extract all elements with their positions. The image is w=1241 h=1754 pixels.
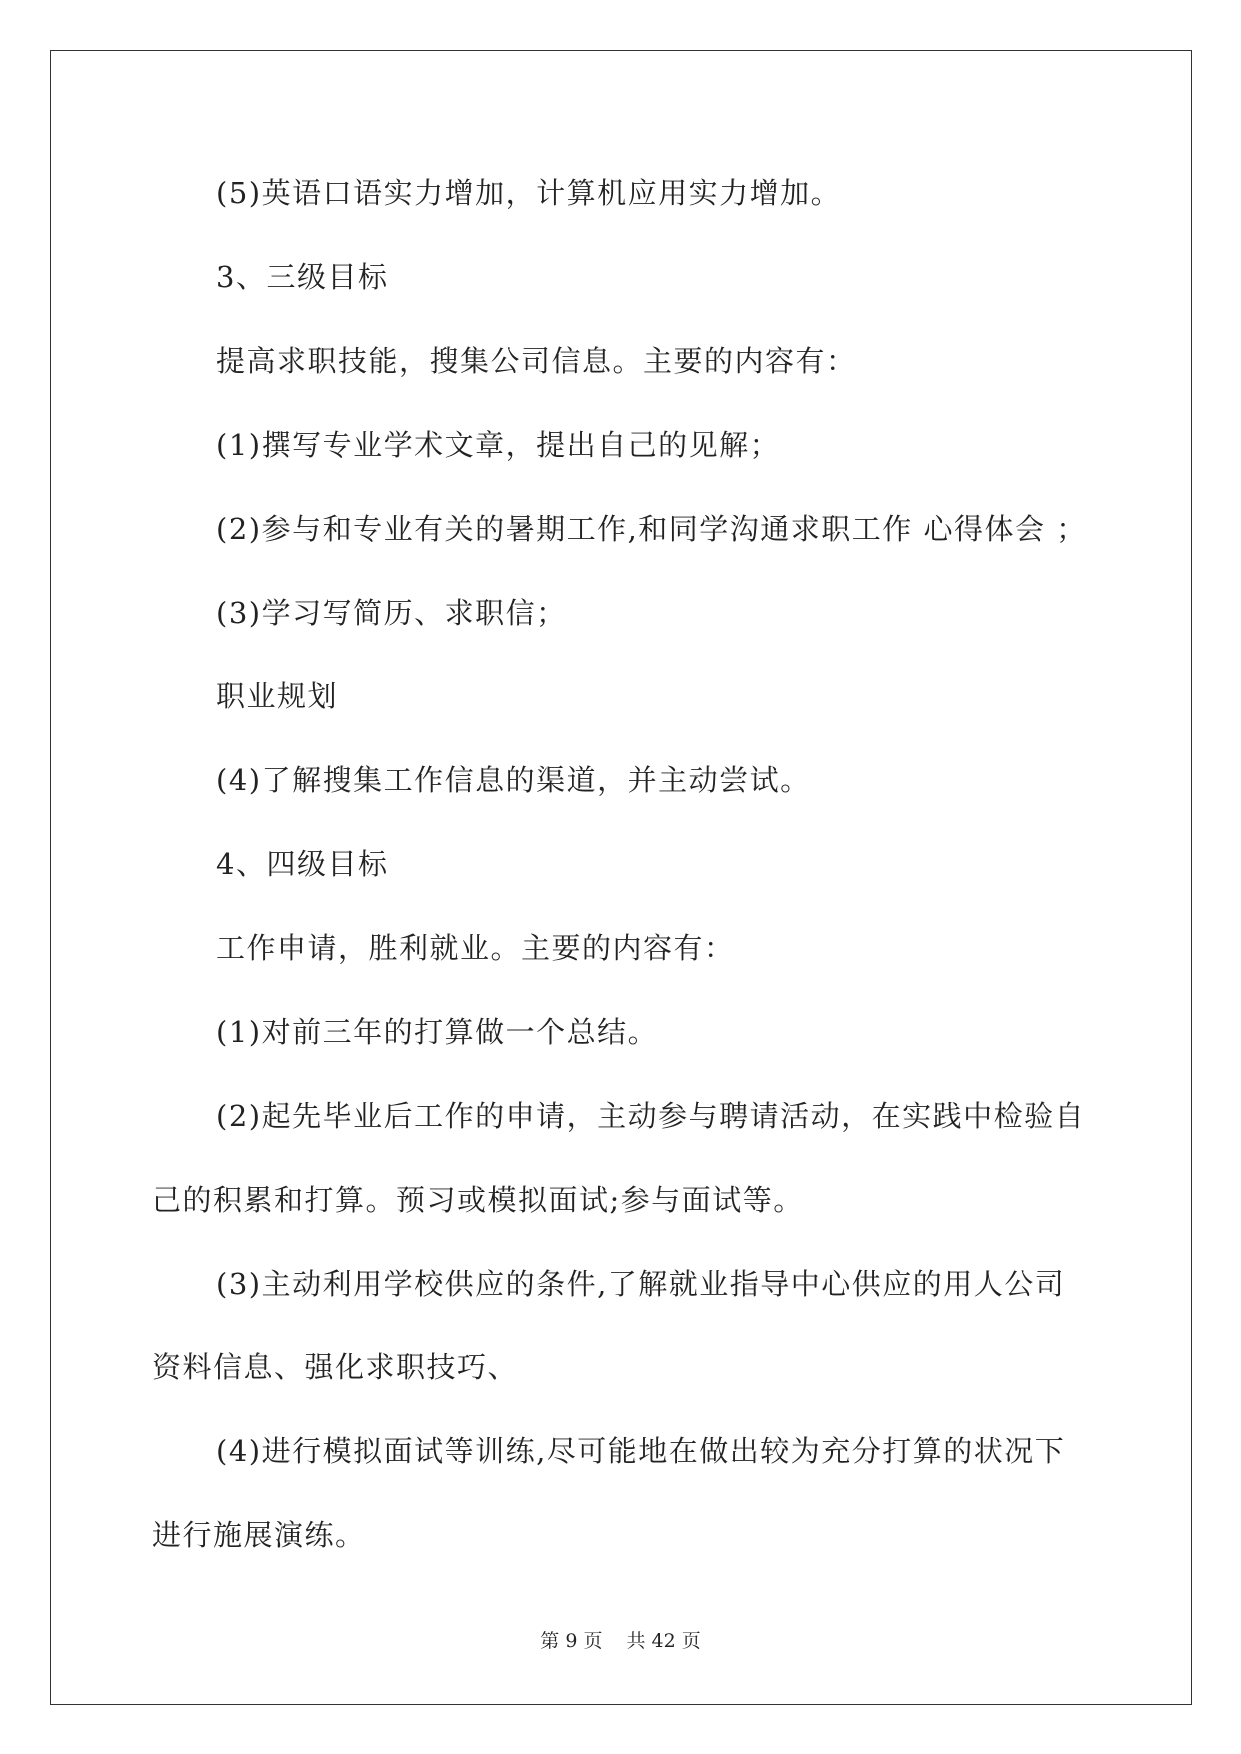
paragraph-line: 己的积累和打算。预习或模拟面试;参与面试等。 (152, 1183, 804, 1217)
page-total: 共 42 页 (626, 1630, 701, 1652)
paragraph-line: 职业规划 (216, 679, 339, 713)
paragraph-line: (3)学习写简历、求职信； (216, 596, 567, 630)
paragraph-line: 进行施展演练。 (152, 1518, 366, 1552)
paragraph-line: (1)对前三年的打算做一个总结。 (216, 1015, 659, 1049)
paragraph-line: (4)进行模拟面试等训练,尽可能地在做出较为充分打算的状况下 (216, 1434, 1066, 1468)
paragraph-line: 提高求职技能，搜集公司信息。主要的内容有： (216, 344, 857, 378)
paragraph-line: (4)了解搜集工作信息的渠道，并主动尝试。 (216, 763, 811, 797)
section-heading: 3、三级目标 (216, 260, 389, 294)
page-footer (0, 1628, 1241, 1654)
paragraph-line: (2)参与和专业有关的暑期工作,和同学沟通求职工作 心得体会 ； (216, 512, 1087, 546)
paragraph-line: (1)撰写专业学术文章，提出自己的见解； (216, 428, 781, 462)
paragraph-line: 资料信息、强化求职技巧、 (152, 1350, 519, 1384)
paragraph-line: (5)英语口语实力增加，计算机应用实力增加。 (216, 176, 842, 210)
paragraph-line: (3)主动利用学校供应的条件,了解就业指导中心供应的用人公司 (216, 1267, 1066, 1301)
paragraph-line: (2)起先毕业后工作的申请，主动参与聘请活动，在实践中检验自 (216, 1099, 1086, 1133)
page-number: 第 9 页 (540, 1630, 603, 1652)
paragraph-line: 工作申请，胜利就业。主要的内容有： (216, 931, 735, 965)
section-heading: 4、四级目标 (216, 847, 389, 881)
